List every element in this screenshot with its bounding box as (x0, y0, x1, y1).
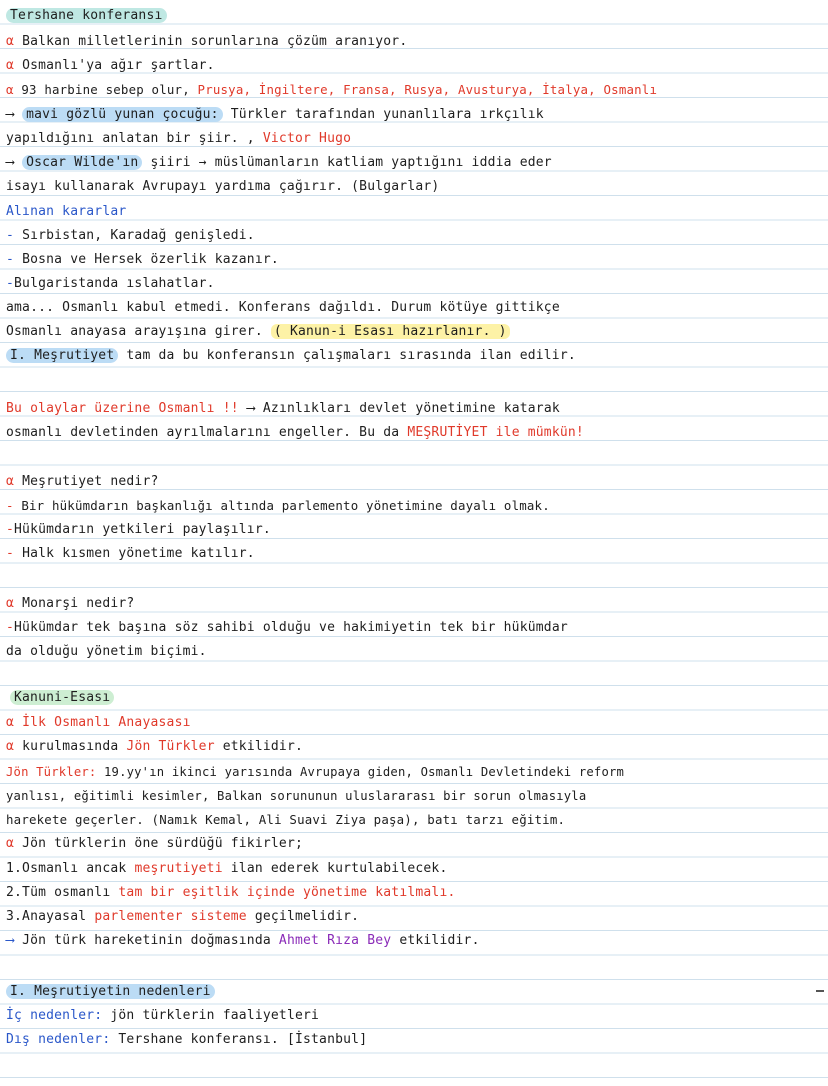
list-item: 1.Osmanlı ancak meşrutiyeti ilan ederek kurtulabilecek. (6, 861, 448, 876)
note-line: yanlısı, eğitimli kesimler, Balkan sorununun uluslararası bir sorun olmasıyla (6, 789, 587, 803)
list-item: 2.Tüm osmanlı tam bir eşitlik içinde yönetime katılmalı. (6, 885, 456, 900)
section-heading: Alınan kararlar (6, 204, 127, 219)
arrow-icon: → (198, 155, 207, 170)
alpha-bullet-icon: α (6, 34, 15, 49)
list-item: - Bosna ve Hersek özerlik kazanır. (6, 252, 279, 267)
alpha-bullet-icon: α (6, 715, 15, 730)
list-item: -Bulgaristanda ıslahatlar. (6, 276, 215, 291)
question-line: α Monarşi nedir? (6, 596, 135, 611)
note-line: harekete geçerler. (Namık Kemal, Ali Suavi Ziya paşa), batı tarzı eğitim. (6, 812, 566, 827)
dash-bullet-icon: - (6, 620, 15, 635)
note-line: İç nedenler: jön türklerin faaliyetleri (6, 1008, 320, 1023)
alpha-bullet-icon: α (6, 82, 14, 97)
note-line: α kurulmasında Jön Türkler etkilidir. (6, 739, 304, 754)
note-line: α 93 harbine sebep olur, Prusya, İngiltere, Fransa, Rusya, Avusturya, İtalya, Osmanlı (6, 82, 658, 97)
list-item: - Sırbistan, Karadağ genişledi. (6, 228, 255, 243)
note-line: α Balkan milletlerinin sorunlarına çözüm aranıyor. (6, 34, 408, 49)
note-line: -Hükümdar tek başına söz sahibi olduğu ve hakimiyetin tek bir hükümdar (6, 620, 568, 635)
question-line: α Meşrutiyet nedir? (6, 474, 159, 489)
dash-bullet-icon: - (6, 498, 14, 513)
dash-bullet-icon: - (6, 522, 15, 537)
note-line: ⟶ Oscar Wilde'ın şiiri → müslümanların katliam yaptığını iddia eder (6, 155, 552, 170)
note-line: isayı kullanarak Avrupayı yardıma çağırır. (Bulgarlar) (6, 179, 440, 194)
arrow-icon: ⟶ (6, 155, 15, 170)
note-line: ⟶ mavi gözlü yunan çocuğu: Türkler tarafından yunanlılara ırkçılık (6, 107, 544, 122)
alpha-bullet-icon: α (6, 596, 15, 611)
dash-bullet-icon: - (6, 252, 15, 267)
note-line: α Jön türklerin öne sürdüğü fikirler; (6, 836, 303, 851)
note-line: ⟶ Jön türk hareketinin doğmasında Ahmet Rıza Bey etkilidir. (6, 933, 480, 948)
page-title: Tershane konferansı (6, 7, 167, 25)
arrow-icon: ⟶ (6, 933, 15, 948)
alpha-bullet-icon: α (6, 474, 15, 489)
note-line: I. Meşrutiyet tam da bu konferansın çalışmaları sırasında ilan edilir. (6, 347, 576, 365)
note-line: α Osmanlı'ya ağır şartlar. (6, 58, 215, 73)
alpha-bullet-icon: α (6, 836, 15, 851)
dash-bullet-icon: - (6, 228, 15, 243)
note-line: ama... Osmanlı kabul etmedi. Konferans dağıldı. Durum kötüye gittikçe (6, 300, 560, 315)
dash-bullet-icon: - (6, 546, 15, 561)
alpha-bullet-icon: α (6, 739, 15, 754)
arrow-icon: ⟶ (246, 401, 255, 416)
divider (816, 990, 824, 992)
list-item: -Hükümdarın yetkileri paylaşılır. (6, 522, 271, 537)
note-line: Dış nedenler: Tershane konferansı. [İstanbul] (6, 1032, 368, 1047)
arrow-icon: ⟶ (6, 107, 15, 122)
note-line: yapıldığını anlatan bir şiir. , Victor Hugo (6, 131, 352, 146)
note-line: Bu olaylar üzerine Osmanlı !! ⟶ Azınlıkları devlet yönetimine katarak (6, 401, 560, 416)
dash-bullet-icon: - (6, 276, 15, 291)
note-line: Jön Türkler: 19.yy'ın ikinci yarısında Avrupaya giden, Osmanlı Devletindeki reform (6, 765, 625, 779)
section-heading: Kanuni-Esası (10, 689, 114, 707)
note-line: osmanlı devletinden ayrılmalarını engeller. Bu da MEŞRUTİYET ile mümkün! (6, 425, 584, 440)
list-item: - Halk kısmen yönetime katılır. (6, 546, 255, 561)
note-line: α İlk Osmanlı Anayasası (6, 715, 191, 730)
list-item: 3.Anayasal parlementer sisteme geçilmelidir. (6, 909, 360, 924)
note-line: da olduğu yönetim biçimi. (6, 644, 207, 659)
list-item: - Bir hükümdarın başkanlığı altında parlemento yönetimine dayalı olmak. (6, 498, 550, 513)
section-heading: I. Meşrutiyetin nedenleri (6, 983, 215, 1001)
note-line: Osmanlı anayasa arayışına girer. ( Kanun-i Esası hazırlanır. ) (6, 323, 510, 341)
alpha-bullet-icon: α (6, 58, 15, 73)
